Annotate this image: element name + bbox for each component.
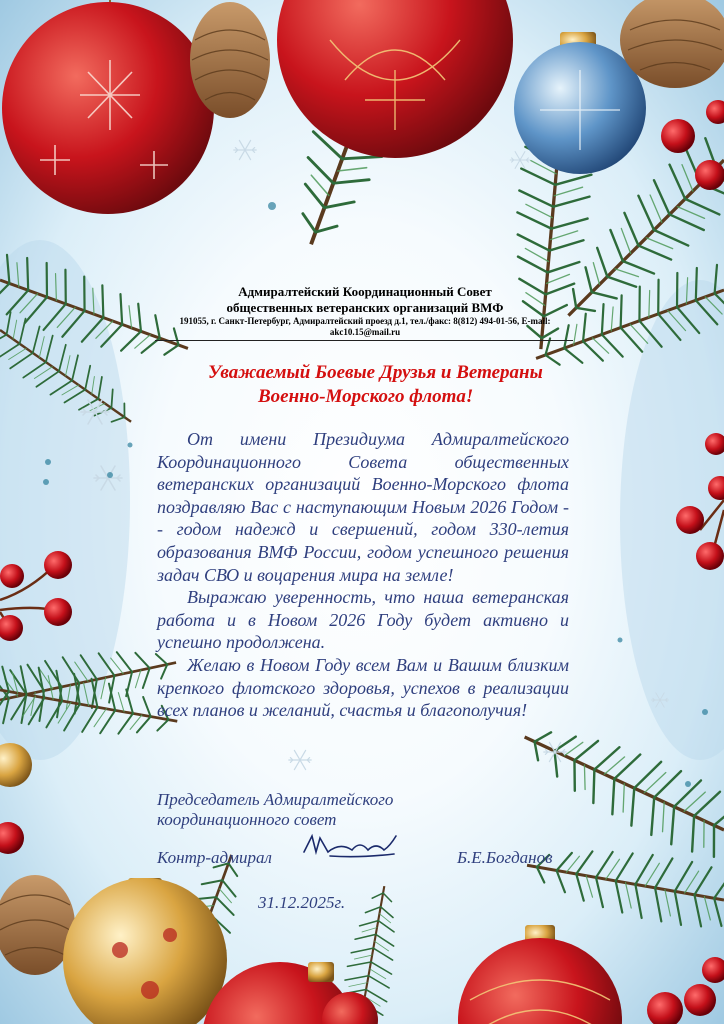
- body-paragraph-3: Желаю в Новом Году всем Вам и Вашим близким крепкого флотского здоровья, успехов в реализации всех планов и желаний, счастья и благополучия!: [157, 654, 569, 721]
- greeting-line1: Уважаемый Боевые Друзья и Ветераны: [208, 362, 543, 383]
- signatory-name: Б.Е.Богданов: [457, 848, 553, 867]
- org-name-line1: Адмиралтейский Координационный Совет: [238, 284, 492, 299]
- body-paragraph-1: От имени Президиума Адмиралтейского Координационного Совета общественных ветеранских организаций Военно-Морского флота поздравляю Вас с наступающим Новым 2026 Годом - - годом надежд и свершений, годом 330-летия образования ВМФ России, годом успешного решения задач СВО и воцарения мира на земле!: [157, 429, 569, 585]
- body-paragraph-2: Выражаю уверенность, что наша ветеранская работа и в Новом 2026 Году будет активно и успешно продолжена.: [157, 587, 569, 653]
- org-address: 191055, г. Санкт-Петербург, Адмиралтейский проезд д.1, тел./факс: 8(812) 494-01-56, E-mail:: [179, 316, 551, 326]
- org-email: akc10.15@mail.ru: [329, 327, 401, 337]
- handwritten-signature: [300, 828, 400, 864]
- signatory-title-line1: Председатель Адмиралтейского: [157, 790, 394, 809]
- org-name-line2: общественных ветеранских организаций ВМФ: [226, 300, 504, 315]
- letter-body: [157, 428, 569, 722]
- signatory-title-line2: координационного совет: [157, 810, 337, 829]
- greeting-line2: Военно-Морского флота!: [258, 386, 474, 407]
- letter-date: 31.12.2025г.: [258, 893, 346, 912]
- signatory-rank: Контр-адмирал: [157, 848, 272, 867]
- header-divider: [155, 340, 573, 341]
